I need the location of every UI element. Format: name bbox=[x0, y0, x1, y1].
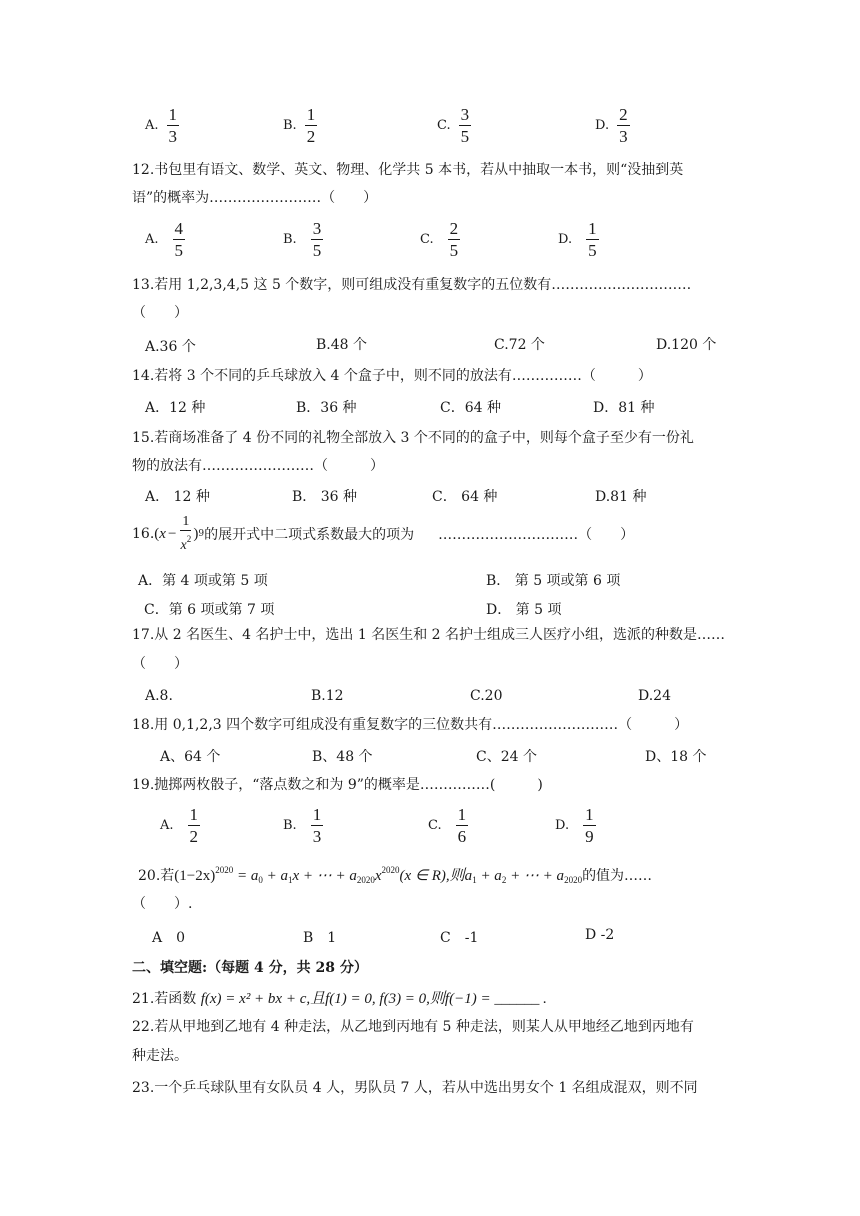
q11-option-c bbox=[437, 106, 471, 145]
q20-stem-line2: （ ）. bbox=[132, 896, 193, 912]
q12-stem-line2: 语”的概率为……………………（ ） bbox=[132, 190, 378, 206]
option-label: A. bbox=[160, 818, 174, 833]
fraction: $\frac{1}{6}$ bbox=[457, 805, 467, 846]
q16-text: 的展开式中二项式系数最大的项为 bbox=[204, 527, 415, 543]
q18-option-b: B、48 个 bbox=[312, 749, 373, 765]
q19-option-c bbox=[428, 806, 468, 845]
q18-option-d: D、18 个 bbox=[645, 749, 707, 765]
q12-stem-line1: 12.书包里有语文、数学、英文、物理、化学共 5 本书，若从中抽取一本书，则“没抽到英 bbox=[132, 162, 684, 178]
fraction: $\frac{1}{2}$ bbox=[306, 105, 316, 146]
fraction: $\frac{1}{5}$ bbox=[588, 219, 597, 260]
q13-option-d: D.120 个 bbox=[656, 337, 717, 353]
q16-option-a: A．第 4 项或第 5 项 bbox=[138, 573, 268, 589]
paren-close: ) bbox=[193, 525, 199, 542]
q15-option-d: D.81 种 bbox=[595, 489, 647, 505]
q12-option-d bbox=[558, 220, 599, 259]
q16-option-b: B． 第 5 项或第 6 项 bbox=[486, 573, 621, 589]
q14-option-a: A．12 种 bbox=[145, 400, 206, 416]
q17-stem-line1: 17.从 2 名医生、4 名护士中，选出 1 名医生和 2 名护士组成三人医疗小组，选派的种数是…… bbox=[132, 627, 726, 643]
option-label: D. bbox=[558, 232, 573, 247]
q20-suffix: 的值为…… bbox=[582, 868, 653, 884]
fraction: $\frac{1}{9}$ bbox=[585, 805, 594, 846]
q20-option-b: B 1 bbox=[303, 930, 337, 946]
q11-option-d bbox=[595, 106, 630, 145]
fraction: $\frac{3}{5}$ bbox=[460, 105, 470, 146]
question-number: 16. bbox=[132, 526, 155, 542]
q20-prefix: 20.若 bbox=[138, 868, 175, 884]
option-label: B. bbox=[283, 118, 297, 133]
option-label: C. bbox=[437, 118, 451, 133]
q12-option-c bbox=[420, 220, 460, 259]
fraction: $\frac{2}{3}$ bbox=[619, 105, 628, 146]
q18-stem-line1: 18.用 0,1,2,3 四个数字可组成没有重复数字的三位数共有………………………（ ） bbox=[132, 717, 689, 733]
option-label: D. bbox=[555, 818, 570, 833]
exponent: 9 bbox=[198, 529, 205, 539]
q21-prefix: 21.若函数 bbox=[132, 991, 201, 1007]
q17-option-d: D.24 bbox=[638, 688, 671, 704]
q17-option-a: A.8. bbox=[145, 688, 173, 704]
q15-option-c: C． 64 种 bbox=[432, 489, 498, 505]
q16-option-c: C．第 6 项或第 7 项 bbox=[144, 602, 275, 618]
q21-stem bbox=[132, 987, 547, 1008]
q17-option-b: B.12 bbox=[311, 688, 344, 704]
q19-option-a bbox=[160, 806, 200, 845]
q16-stem bbox=[132, 515, 634, 553]
option-label: A. bbox=[145, 118, 159, 133]
q14-option-c: C．64 种 bbox=[440, 400, 501, 416]
q14-option-b: B．36 种 bbox=[296, 400, 357, 416]
q23-stem-line1: 23.一个乒乓球队里有女队员 4 人，男队员 7 人，若从中选出男女个 1 名组成混双，则不同 bbox=[132, 1080, 698, 1096]
q13-option-c: C.72 个 bbox=[494, 337, 545, 353]
fraction: $\frac{1}{2}$ bbox=[189, 805, 199, 846]
q12-option-b bbox=[283, 220, 323, 259]
q19-stem-line1: 19.抛掷两枚骰子，“落点数之和为 9”的概率是……………( ) bbox=[132, 777, 543, 793]
q13-stem-line2: （ ） bbox=[132, 305, 188, 321]
q17-stem-line2: （ ） bbox=[132, 656, 188, 672]
q22-stem-line2: 种走法。 bbox=[132, 1048, 188, 1064]
q13-option-a: A.36 个 bbox=[145, 339, 196, 355]
section-title: 二、填空题:（每题 4 分，共 28 分） bbox=[132, 960, 368, 976]
q12-option-a bbox=[145, 220, 185, 259]
q11-option-a bbox=[145, 106, 179, 145]
fraction: $\frac{1}{3}$ bbox=[168, 105, 178, 146]
q19-option-d bbox=[555, 806, 596, 845]
q15-option-a: A． 12 种 bbox=[145, 489, 210, 505]
option-label: D. bbox=[595, 118, 610, 133]
paren-open: ( bbox=[154, 525, 160, 542]
q17-option-c: C.20 bbox=[470, 688, 503, 704]
option-label: C. bbox=[428, 818, 442, 833]
q14-option-d: D．81 种 bbox=[593, 400, 655, 416]
q18-option-a: A、64 个 bbox=[160, 749, 221, 765]
q13-option-b: B.48 个 bbox=[316, 337, 368, 353]
fraction: $\frac{2}{5}$ bbox=[449, 219, 459, 260]
option-label: B. bbox=[283, 232, 297, 247]
q16-option-d: D． 第 5 项 bbox=[486, 602, 562, 618]
fraction: $\frac{1}{x^2}$ bbox=[180, 514, 192, 553]
fraction: $\frac{1}{3}$ bbox=[312, 805, 322, 846]
q13-stem-line1: 13.若用 1,2,3,4,5 这 5 个数字，则可组成没有重复数字的五位数有………………………… bbox=[132, 277, 692, 293]
option-label: A. bbox=[145, 232, 159, 247]
fraction: $\frac{3}{5}$ bbox=[312, 219, 322, 260]
q15-option-b: B． 36 种 bbox=[292, 489, 358, 505]
q11-option-b bbox=[283, 106, 317, 145]
q16-dots: …………………………（ ） bbox=[438, 527, 635, 543]
q20-stem-line1: 20.若$(1-2x)^{2020} = a_0 + a_1x$ + ⋯ + $a_{2020}x^{2020}(x$ ∈ R),则$a_1 + a_2$ + ⋯ + $a_{2020}$的值为…… bbox=[138, 865, 653, 885]
q19-option-b bbox=[283, 806, 323, 845]
q20-option-c: C -1 bbox=[440, 930, 479, 946]
fraction: $\frac{4}{5}$ bbox=[174, 219, 184, 260]
q14-stem-line1: 14.若将 3 个不同的乒乓球放入 4 个盒子中，则不同的放法有……………（ ） bbox=[132, 368, 652, 384]
q15-stem-line2: 物的放法有……………………（ ） bbox=[132, 458, 384, 474]
math-minus: − bbox=[167, 525, 177, 542]
q20-option-a: A 0 bbox=[152, 930, 186, 946]
q15-stem-line1: 15.若商场准备了 4 份不同的礼物全部放入 3 个不同的的盒子中，则每个盒子至少有一份礼 bbox=[132, 430, 694, 446]
option-label: C. bbox=[420, 232, 434, 247]
option-label: B. bbox=[283, 818, 297, 833]
q20-option-d: D -2 bbox=[585, 927, 615, 943]
q22-stem-line1: 22.若从甲地到乙地有 4 种走法，从乙地到丙地有 5 种走法，则某人从甲地经乙地到丙地有 bbox=[132, 1019, 694, 1035]
q21-expr: f(x) = x² + bx + c,且f(1) = 0, f(3) = 0,则f(−1) = ______ . bbox=[200, 991, 547, 1007]
q18-option-c: C、24 个 bbox=[476, 749, 537, 765]
math-var: x bbox=[159, 525, 166, 542]
